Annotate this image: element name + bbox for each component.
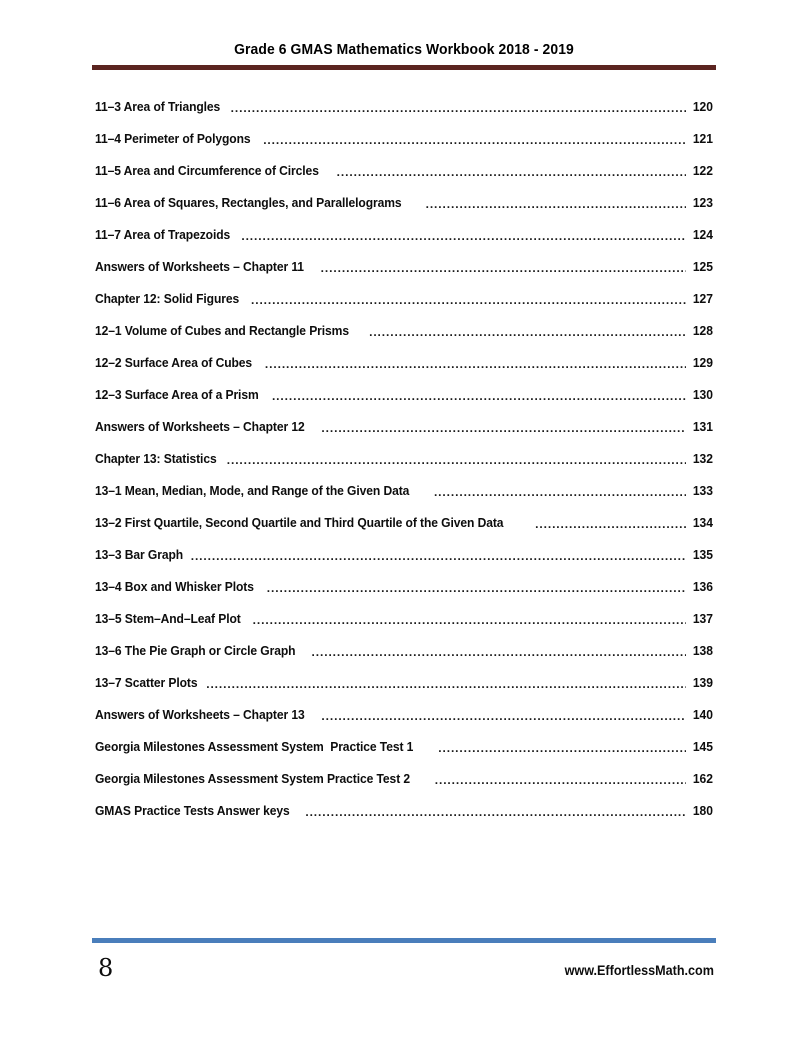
toc-entry-page-number: 138 xyxy=(692,643,713,658)
table-of-contents xyxy=(95,88,713,824)
toc-entry[interactable] xyxy=(95,376,713,408)
toc-dot-leader xyxy=(227,450,686,467)
toc-entry[interactable] xyxy=(95,216,713,248)
toc-entry-page-number: 129 xyxy=(692,355,713,370)
toc-entry[interactable] xyxy=(95,600,713,632)
toc-entry-page-number: 136 xyxy=(692,579,713,594)
toc-entry-page-number: 134 xyxy=(692,515,713,530)
toc-dot-leader xyxy=(435,770,686,787)
toc-entry[interactable] xyxy=(95,248,713,280)
toc-entry-title: Answers of Worksheets – Chapter 11 xyxy=(95,259,304,274)
toc-entry-title: Chapter 12: Solid Figures xyxy=(95,291,240,306)
header-title: Grade 6 GMAS Mathematics Workbook 2018 - 2019 xyxy=(234,42,574,58)
toc-entry[interactable] xyxy=(95,664,713,696)
toc-entry-title: 11–7 Area of Trapezoids xyxy=(95,227,231,242)
toc-entry-page-number: 180 xyxy=(692,803,713,818)
toc-entry-page-number: 123 xyxy=(692,195,713,210)
toc-entry[interactable] xyxy=(95,184,713,216)
toc-dot-leader xyxy=(272,386,686,403)
toc-entry-title: Chapter 13: Statistics xyxy=(95,451,217,466)
toc-entry-title: 13–3 Bar Graph xyxy=(95,547,184,562)
toc-dot-leader xyxy=(434,482,686,499)
toc-entry-title: Answers of Worksheets – Chapter 12 xyxy=(95,419,305,434)
toc-dot-leader xyxy=(253,610,686,627)
toc-dot-leader xyxy=(206,674,686,691)
toc-entry[interactable] xyxy=(95,344,713,376)
toc-entry-page-number: 125 xyxy=(692,259,713,274)
toc-entry-title: 12–2 Surface Area of Cubes xyxy=(95,355,253,370)
page-footer xyxy=(92,938,716,987)
toc-entry[interactable] xyxy=(95,120,713,152)
toc-entry[interactable] xyxy=(95,632,713,664)
toc-entry-page-number: 140 xyxy=(692,707,713,722)
toc-entry[interactable] xyxy=(95,152,713,184)
toc-entry[interactable] xyxy=(95,536,713,568)
footer-content xyxy=(92,953,716,987)
toc-entry[interactable] xyxy=(95,408,713,440)
toc-dot-leader xyxy=(535,514,686,531)
toc-entry-page-number: 121 xyxy=(692,131,713,146)
toc-entry-page-number: 131 xyxy=(692,419,713,434)
toc-dot-leader xyxy=(231,98,686,115)
toc-entry[interactable] xyxy=(95,760,713,792)
toc-entry-title: 13–2 First Quartile, Second Quartile and Third Quartile of the Given Data xyxy=(95,515,504,530)
toc-dot-leader xyxy=(321,418,686,435)
toc-entry[interactable] xyxy=(95,88,713,120)
header-divider xyxy=(92,65,716,70)
toc-dot-leader xyxy=(438,738,686,755)
toc-entry-page-number: 122 xyxy=(692,163,713,178)
toc-entry-title: 13–5 Stem–And–Leaf Plot xyxy=(95,611,241,626)
toc-entry[interactable] xyxy=(95,280,713,312)
toc-entry[interactable] xyxy=(95,696,713,728)
toc-entry[interactable] xyxy=(95,504,713,536)
footer-divider xyxy=(92,938,716,943)
toc-entry-page-number: 120 xyxy=(692,99,713,114)
toc-entry-title: GMAS Practice Tests Answer keys xyxy=(95,803,290,818)
toc-entry-title: 13–4 Box and Whisker Plots xyxy=(95,579,254,594)
toc-dot-leader xyxy=(337,162,686,179)
toc-dot-leader xyxy=(267,578,686,595)
toc-entry-title: 12–3 Surface Area of a Prism xyxy=(95,387,259,402)
toc-entry-page-number: 124 xyxy=(692,227,713,242)
toc-entry-page-number: 128 xyxy=(692,323,713,338)
toc-entry-page-number: 162 xyxy=(692,771,713,786)
toc-dot-leader xyxy=(263,130,686,147)
toc-dot-leader xyxy=(241,226,686,243)
toc-dot-leader xyxy=(426,194,686,211)
toc-entry-title: 13–6 The Pie Graph or Circle Graph xyxy=(95,643,296,658)
page-number: 8 xyxy=(98,954,114,982)
toc-entry-page-number: 127 xyxy=(692,291,713,306)
toc-entry-title: 11–3 Area of Triangles xyxy=(95,99,221,114)
toc-entry-title: 13–1 Mean, Median, Mode, and Range of the Given Data xyxy=(95,483,410,498)
toc-entry-page-number: 130 xyxy=(692,387,713,402)
toc-entry-page-number: 135 xyxy=(692,547,713,562)
toc-entry-page-number: 139 xyxy=(692,675,713,690)
toc-entry[interactable] xyxy=(95,792,713,824)
toc-dot-leader xyxy=(312,642,686,659)
website-url: www.EffortlessMath.com xyxy=(564,962,714,978)
toc-dot-leader xyxy=(251,290,686,307)
toc-entry-title: 11–6 Area of Squares, Rectangles, and Parallelograms xyxy=(95,195,402,210)
toc-entry-title: 11–5 Area and Circumference of Circles xyxy=(95,163,319,178)
toc-entry-title: Answers of Worksheets – Chapter 13 xyxy=(95,707,305,722)
toc-entry-title: 13–7 Scatter Plots xyxy=(95,675,198,690)
page-header xyxy=(92,40,716,70)
toc-entry[interactable] xyxy=(95,312,713,344)
toc-entry-page-number: 145 xyxy=(692,739,713,754)
toc-entry-page-number: 133 xyxy=(692,483,713,498)
toc-dot-leader xyxy=(265,354,686,371)
toc-entry[interactable] xyxy=(95,728,713,760)
toc-dot-leader xyxy=(305,802,686,819)
toc-entry[interactable] xyxy=(95,440,713,472)
toc-dot-leader xyxy=(369,322,686,339)
toc-entry-page-number: 132 xyxy=(692,451,713,466)
toc-entry[interactable] xyxy=(95,472,713,504)
toc-dot-leader xyxy=(321,258,686,275)
toc-entry-title: 12–1 Volume of Cubes and Rectangle Prisms xyxy=(95,323,349,338)
toc-dot-leader xyxy=(191,546,686,563)
toc-dot-leader xyxy=(321,706,686,723)
toc-entry-page-number: 137 xyxy=(692,611,713,626)
toc-entry[interactable] xyxy=(95,568,713,600)
toc-entry-title: Georgia Milestones Assessment System Practice Test 1 xyxy=(95,739,414,754)
toc-entry-title: 11–4 Perimeter of Polygons xyxy=(95,131,251,146)
toc-entry-title: Georgia Milestones Assessment System Practice Test 2 xyxy=(95,771,411,786)
